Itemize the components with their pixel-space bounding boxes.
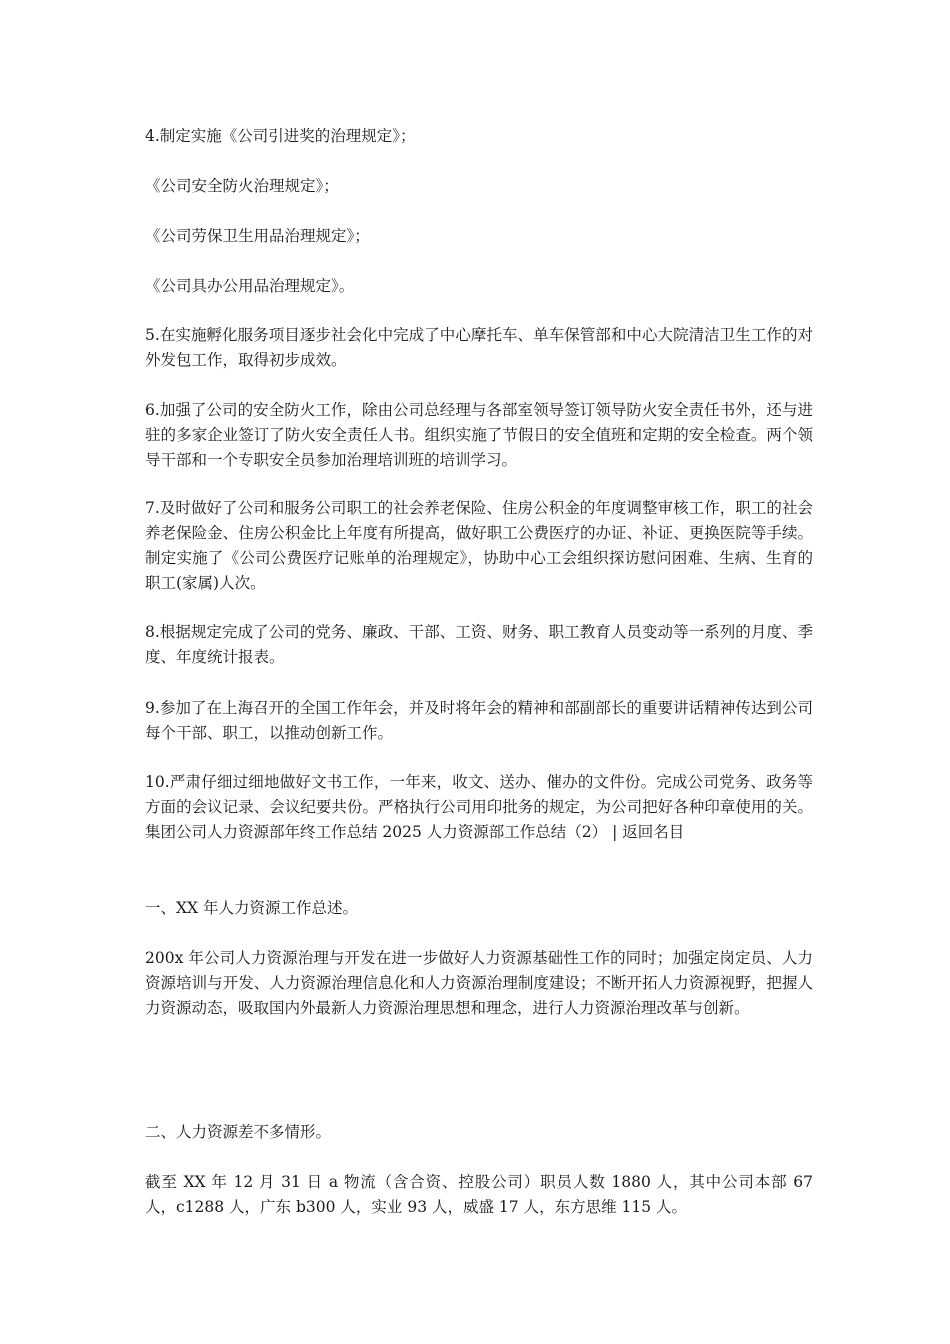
paragraph-safety-rule: 《公司安全防火治理规定》； (145, 177, 339, 195)
paragraph-office-rule: 《公司具办公用品治理规定》。 (145, 277, 355, 295)
paragraph-item-10: 10.严肃仔细过细地做好文书工作，一年来，收文、送办、催办的文件份。完成公司党务、政务等方面的会议记录、会议纪要共份。严格执行公司用印批务的规定，为公司把好各种印章使用的关。集团公司人力资源部年终工作总结 2025 人力资源部工作总结（2） | 返回名目 (145, 773, 813, 841)
paragraph-overview: 200x 年公司人力资源治理与开发在进一步做好人力资源基础性工作的同时；加强定岗定员、人力资源培训与开发、人力资源治理信息化和人力资源治理制度建设；不断开拓人力资源视野，把握人力资源动态，吸取国内外最新人力资源治理思想和理念，进行人力资源治理改革与创新。 (145, 949, 813, 1017)
paragraph-item-4: 4.制定实施《公司引进奖的治理规定》； (145, 127, 416, 145)
section-heading-2: 二、人力资源差不多情形。 (145, 1123, 332, 1141)
section-heading-1: 一、XX 年人力资源工作总述。 (145, 899, 358, 917)
paragraph-item-9: 9.参加了在上海召开的全国工作年会，并及时将年会的精神和部副部长的重要讲话精神传达到公司每个干部、职工，以推动创新工作。 (145, 699, 813, 742)
paragraph-item-5: 5.在实施孵化服务项目逐步社会化中完成了中心摩托车、单车保管部和中心大院清洁卫生工作的对外发包工作，取得初步成效。 (145, 326, 813, 369)
paragraph-item-7: 7.及时做好了公司和服务公司职工的社会养老保险、住房公积金的年度调整审核工作，职工的社会养老保险金、住房公积金比上年度有所提高，做好职工公费医疗的办证、补证、更换医院等手续。制定实施了《公司公费医疗记账单的治理规定》，协助中心工会组织探访慰问困难、生病、生育的职工(家属)人次。 (145, 499, 813, 592)
paragraph-labor-rule: 《公司劳保卫生用品治理规定》； (145, 227, 370, 245)
paragraph-staff-count: 截至 XX 年 12 月 31 日 a 物流（含合资、控股公司）职员人数 1880 人，其中公司本部 67 人，c1288 人，广东 b300 人，实业 93 人，威盛 17 人，东方思维 115 人。 (145, 1173, 813, 1216)
paragraph-item-6: 6.加强了公司的安全防火工作，除由公司总经理与各部室领导签订领导防火安全责任书外，还与进驻的多家企业签订了防火安全责任人书。组织实施了节假日的安全值班和定期的安全检查。两个领导干部和一个专职安全员参加治理培训班的培训学习。 (145, 401, 813, 469)
paragraph-item-8: 8.根据规定完成了公司的党务、廉政、干部、工资、财务、职工教育人员变动等一系列的月度、季度、年度统计报表。 (145, 623, 813, 666)
